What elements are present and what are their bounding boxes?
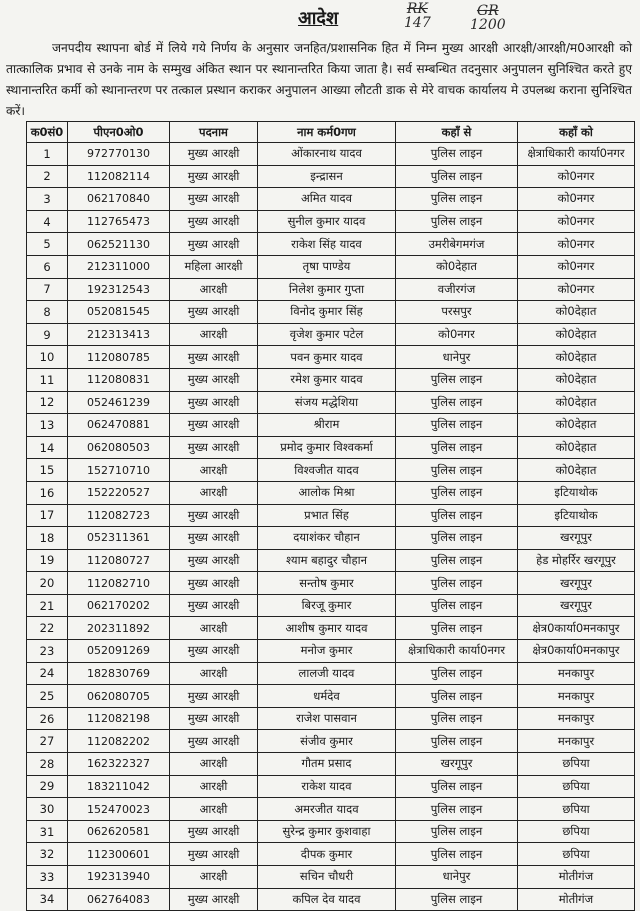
table-row (27, 188, 635, 211)
from-cell: पुलिस लाइन (396, 210, 518, 233)
from-cell: पुलिस लाइन (396, 820, 518, 843)
name-cell: लालजी यादव (258, 662, 396, 685)
designation-cell: मुख्य आरक्षी (170, 549, 258, 572)
name-cell: संजय मद्धेशिया (258, 391, 396, 414)
pno-cell: 112080831 (68, 368, 170, 391)
col-pno: पीएन0ओ0 (68, 122, 170, 143)
serial-cell: 14 (27, 436, 68, 459)
designation-cell: आरक्षी (170, 775, 258, 798)
to-cell: को0देहात (518, 414, 635, 437)
table-row (27, 143, 635, 166)
table-body (27, 143, 635, 911)
table-row (27, 820, 635, 843)
table-row (27, 572, 635, 595)
serial-cell: 15 (27, 459, 68, 482)
designation-cell: मुख्य आरक्षी (170, 165, 258, 188)
serial-cell: 33 (27, 866, 68, 889)
pno-cell: 192313940 (68, 866, 170, 889)
designation-cell: आरक्षी (170, 753, 258, 776)
to-cell: हेड मोहर्रिर खरगूपुर (518, 549, 635, 572)
table-row (27, 753, 635, 776)
col-name: नाम कर्म0गण (258, 122, 396, 143)
from-cell: खरगूपुर (396, 753, 518, 776)
pno-cell: 112765473 (68, 210, 170, 233)
table-row (27, 255, 635, 278)
table-row (27, 888, 635, 911)
table-row (27, 775, 635, 798)
pno-cell: 112082198 (68, 707, 170, 730)
from-cell: पुलिस लाइन (396, 165, 518, 188)
from-cell: क्षेत्राधिकारी कार्या0नगर (396, 640, 518, 663)
designation-cell: महिला आरक्षी (170, 255, 258, 278)
handwritten-number: 147 (404, 15, 431, 31)
serial-cell: 19 (27, 549, 68, 572)
serial-cell: 7 (27, 278, 68, 301)
table-row (27, 866, 635, 889)
designation-cell: मुख्य आरक्षी (170, 504, 258, 527)
name-cell: मनोज कुमार (258, 640, 396, 663)
name-cell: सुनील कुमार यादव (258, 210, 396, 233)
table-row (27, 707, 635, 730)
name-cell: बिरजू कुमार (258, 594, 396, 617)
from-cell: पुलिस लाइन (396, 459, 518, 482)
designation-cell: मुख्य आरक्षी (170, 188, 258, 211)
name-cell: राकेश सिंह यादव (258, 233, 396, 256)
serial-cell: 31 (27, 820, 68, 843)
serial-cell: 28 (27, 753, 68, 776)
serial-cell: 30 (27, 798, 68, 821)
table-row (27, 549, 635, 572)
pno-cell: 052091269 (68, 640, 170, 663)
from-cell: को0देहात (396, 255, 518, 278)
designation-cell: आरक्षी (170, 617, 258, 640)
pno-cell: 152470023 (68, 798, 170, 821)
pno-cell: 112080785 (68, 346, 170, 369)
designation-cell: मुख्य आरक्षी (170, 527, 258, 550)
pno-cell: 212311000 (68, 255, 170, 278)
name-cell: निलेश कुमार गुप्ता (258, 278, 396, 301)
name-cell: वृजेश कुमार पटेल (258, 323, 396, 346)
name-cell: राजेश पासवान (258, 707, 396, 730)
name-cell: श्याम बहादुर चौहान (258, 549, 396, 572)
pno-cell: 112082710 (68, 572, 170, 595)
table-row (27, 685, 635, 708)
name-cell: कपिल देव यादव (258, 888, 396, 911)
pno-cell: 152710710 (68, 459, 170, 482)
pno-cell: 192312543 (68, 278, 170, 301)
serial-cell: 29 (27, 775, 68, 798)
to-cell: को0देहात (518, 301, 635, 324)
serial-cell: 4 (27, 210, 68, 233)
from-cell: पुलिस लाइन (396, 549, 518, 572)
designation-cell: मुख्य आरक्षी (170, 391, 258, 414)
table-row (27, 414, 635, 437)
from-cell: धानेपुर (396, 346, 518, 369)
name-cell: संजीव कुमार (258, 730, 396, 753)
pno-cell: 112082202 (68, 730, 170, 753)
designation-cell: मुख्य आरक्षी (170, 888, 258, 911)
to-cell: छपिया (518, 798, 635, 821)
pno-cell: 112300601 (68, 843, 170, 866)
from-cell: उमरीबेगमगंज (396, 233, 518, 256)
table-row (27, 481, 635, 504)
table-row (27, 233, 635, 256)
name-cell: सुरेन्द्र कुमार कुशवाहा (258, 820, 396, 843)
designation-cell: आरक्षी (170, 323, 258, 346)
designation-cell: मुख्य आरक्षी (170, 594, 258, 617)
serial-cell: 12 (27, 391, 68, 414)
table-row (27, 391, 635, 414)
name-cell: रमेश कुमार यादव (258, 368, 396, 391)
designation-cell: मुख्य आरक्षी (170, 820, 258, 843)
transfer-table (26, 121, 635, 911)
from-cell: पुलिस लाइन (396, 707, 518, 730)
to-cell: क्षेत्र0कार्या0मनकापुर (518, 617, 635, 640)
name-cell: गौतम प्रसाद (258, 753, 396, 776)
designation-cell: मुख्य आरक्षी (170, 843, 258, 866)
designation-cell: आरक्षी (170, 459, 258, 482)
pno-cell: 183211042 (68, 775, 170, 798)
to-cell: क्षेत्र0कार्या0मनकापुर (518, 640, 635, 663)
order-paragraph: जनपदीय स्थापना बोर्ड में लिये गये निर्णय के अनुसार जनहित/प्रशासनिक हित में निम्न मुख्य आरक्षी आरक्षी/आरक्षी/म0आरक्षी को तात्कालिक प्रभाव से उनके नाम के सम्मुख अंकित स्थान पर स्थानान्तरित किया जाता है। सर्व सम्बन्धित तदनुसार अनुपालन सुनिश्चित करते हुए स्थानान्तरित कर्मी को स्थानान्तरण पर तत्काल प्रस्थान कराकर अनुपालन आख्या लौटती डाक से मेरे वाचक कार्यालय मे उपलब्ध कराना सुनिश्चित करें। (6, 41, 632, 118)
from-cell: पुलिस लाइन (396, 414, 518, 437)
name-cell: राकेश यादव (258, 775, 396, 798)
serial-cell: 10 (27, 346, 68, 369)
from-cell: पुलिस लाइन (396, 798, 518, 821)
table-row (27, 368, 635, 391)
designation-cell: मुख्य आरक्षी (170, 346, 258, 369)
designation-cell: मुख्य आरक्षी (170, 707, 258, 730)
table-row (27, 662, 635, 685)
pno-cell: 152220527 (68, 481, 170, 504)
table-row (27, 210, 635, 233)
pno-cell: 162322327 (68, 753, 170, 776)
to-cell: मनकापुर (518, 685, 635, 708)
table-row (27, 843, 635, 866)
serial-cell: 6 (27, 255, 68, 278)
serial-cell: 24 (27, 662, 68, 685)
pno-cell: 112082723 (68, 504, 170, 527)
table-row (27, 640, 635, 663)
order-title: आदेश (298, 8, 339, 29)
to-cell: को0देहात (518, 436, 635, 459)
from-cell: पुलिस लाइन (396, 391, 518, 414)
serial-cell: 1 (27, 143, 68, 166)
handwritten-note-left (404, 2, 431, 30)
from-cell: पुलिस लाइन (396, 504, 518, 527)
name-cell: विनोद कुमार सिंह (258, 301, 396, 324)
to-cell: खरगूपुर (518, 572, 635, 595)
pno-cell: 062521130 (68, 233, 170, 256)
from-cell: पुलिस लाइन (396, 436, 518, 459)
from-cell: धानेपुर (396, 866, 518, 889)
designation-cell: मुख्य आरक्षी (170, 730, 258, 753)
serial-cell: 32 (27, 843, 68, 866)
pno-cell: 062170202 (68, 594, 170, 617)
to-cell: इटियाथोक (518, 481, 635, 504)
serial-cell: 21 (27, 594, 68, 617)
name-cell: सचिन चौधरी (258, 866, 396, 889)
table-row (27, 527, 635, 550)
to-cell: को0नगर (518, 255, 635, 278)
to-cell: को0नगर (518, 188, 635, 211)
to-cell: को0नगर (518, 210, 635, 233)
name-cell: सन्तोष कुमार (258, 572, 396, 595)
from-cell: पुलिस लाइन (396, 730, 518, 753)
handwritten-initials: RK (406, 1, 428, 17)
serial-cell: 26 (27, 707, 68, 730)
serial-cell: 25 (27, 685, 68, 708)
table-row (27, 301, 635, 324)
to-cell: मनकापुर (518, 730, 635, 753)
designation-cell: मुख्य आरक्षी (170, 414, 258, 437)
to-cell: को0देहात (518, 346, 635, 369)
to-cell: को0देहात (518, 459, 635, 482)
name-cell: ओंकारनाथ यादव (258, 143, 396, 166)
serial-cell: 34 (27, 888, 68, 911)
name-cell: पवन कुमार यादव (258, 346, 396, 369)
from-cell: पुलिस लाइन (396, 594, 518, 617)
serial-cell: 2 (27, 165, 68, 188)
pno-cell: 062620581 (68, 820, 170, 843)
pno-cell: 052461239 (68, 391, 170, 414)
from-cell: पुलिस लाइन (396, 143, 518, 166)
to-cell: को0देहात (518, 391, 635, 414)
from-cell: परसपुर (396, 301, 518, 324)
serial-cell: 8 (27, 301, 68, 324)
name-cell: दीपक कुमार (258, 843, 396, 866)
designation-cell: मुख्य आरक्षी (170, 210, 258, 233)
name-cell: इन्द्रासन (258, 165, 396, 188)
pno-cell: 202311892 (68, 617, 170, 640)
handwritten-note-right (470, 4, 506, 32)
table-row (27, 436, 635, 459)
from-cell: पुलिस लाइन (396, 685, 518, 708)
pno-cell: 972770130 (68, 143, 170, 166)
pno-cell: 062764083 (68, 888, 170, 911)
to-cell: छपिया (518, 820, 635, 843)
serial-cell: 17 (27, 504, 68, 527)
designation-cell: मुख्य आरक्षी (170, 301, 258, 324)
col-to: कहाँ को (518, 122, 635, 143)
designation-cell: आरक्षी (170, 866, 258, 889)
designation-cell: मुख्य आरक्षी (170, 685, 258, 708)
table-row (27, 459, 635, 482)
to-cell: क्षेत्राधिकारी कार्या0नगर (518, 143, 635, 166)
table-row (27, 617, 635, 640)
serial-cell: 18 (27, 527, 68, 550)
table-row (27, 323, 635, 346)
name-cell: दयाशंकर चौहान (258, 527, 396, 550)
designation-cell: मुख्य आरक्षी (170, 233, 258, 256)
serial-cell: 5 (27, 233, 68, 256)
from-cell: वजीरगंज (396, 278, 518, 301)
designation-cell: मुख्य आरक्षी (170, 640, 258, 663)
name-cell: तृषा पाण्डेय (258, 255, 396, 278)
table-row (27, 504, 635, 527)
serial-cell: 22 (27, 617, 68, 640)
pno-cell: 112082114 (68, 165, 170, 188)
designation-cell: मुख्य आरक्षी (170, 436, 258, 459)
to-cell: को0देहात (518, 368, 635, 391)
pno-cell: 212313413 (68, 323, 170, 346)
table-row (27, 730, 635, 753)
name-cell: धर्मदेव (258, 685, 396, 708)
name-cell: अमित यादव (258, 188, 396, 211)
to-cell: मनकापुर (518, 662, 635, 685)
from-cell: पुलिस लाइन (396, 617, 518, 640)
table-header-row (27, 122, 635, 143)
serial-cell: 13 (27, 414, 68, 437)
serial-cell: 9 (27, 323, 68, 346)
table-row (27, 278, 635, 301)
to-cell: छपिया (518, 775, 635, 798)
from-cell: पुलिस लाइन (396, 368, 518, 391)
col-serial: क0सं0 (27, 122, 68, 143)
col-from: कहाँ से (396, 122, 518, 143)
designation-cell: आरक्षी (170, 278, 258, 301)
pno-cell: 062080705 (68, 685, 170, 708)
name-cell: आशीष कुमार यादव (258, 617, 396, 640)
to-cell: को0देहात (518, 323, 635, 346)
pno-cell: 052081545 (68, 301, 170, 324)
pno-cell: 052311361 (68, 527, 170, 550)
to-cell: को0नगर (518, 278, 635, 301)
to-cell: खरगूपुर (518, 594, 635, 617)
pno-cell: 062170840 (68, 188, 170, 211)
table-row (27, 594, 635, 617)
to-cell: छपिया (518, 843, 635, 866)
from-cell: पुलिस लाइन (396, 662, 518, 685)
designation-cell: मुख्य आरक्षी (170, 572, 258, 595)
handwritten-initials: GR (476, 3, 499, 19)
serial-cell: 3 (27, 188, 68, 211)
name-cell: आलोक मिश्रा (258, 481, 396, 504)
designation-cell: आरक्षी (170, 798, 258, 821)
col-designation: पदनाम (170, 122, 258, 143)
pno-cell: 062470881 (68, 414, 170, 437)
to-cell: को0नगर (518, 165, 635, 188)
serial-cell: 11 (27, 368, 68, 391)
from-cell: पुलिस लाइन (396, 843, 518, 866)
table-row (27, 165, 635, 188)
name-cell: विश्वजीत यादव (258, 459, 396, 482)
designation-cell: मुख्य आरक्षी (170, 143, 258, 166)
from-cell: पुलिस लाइन (396, 572, 518, 595)
to-cell: छपिया (518, 753, 635, 776)
serial-cell: 20 (27, 572, 68, 595)
pno-cell: 062080503 (68, 436, 170, 459)
designation-cell: आरक्षी (170, 481, 258, 504)
serial-cell: 27 (27, 730, 68, 753)
from-cell: पुलिस लाइन (396, 888, 518, 911)
name-cell: अमरजीत यादव (258, 798, 396, 821)
serial-cell: 23 (27, 640, 68, 663)
to-cell: मोतीगंज (518, 888, 635, 911)
from-cell: पुलिस लाइन (396, 481, 518, 504)
to-cell: मोतीगंज (518, 866, 635, 889)
handwritten-number: 1200 (470, 17, 506, 33)
from-cell: पुलिस लाइन (396, 188, 518, 211)
pno-cell: 112080727 (68, 549, 170, 572)
designation-cell: मुख्य आरक्षी (170, 368, 258, 391)
to-cell: इटियाथोक (518, 504, 635, 527)
designation-cell: आरक्षी (170, 662, 258, 685)
to-cell: खरगूपुर (518, 527, 635, 550)
from-cell: पुलिस लाइन (396, 775, 518, 798)
from-cell: को0नगर (396, 323, 518, 346)
name-cell: प्रभात सिंह (258, 504, 396, 527)
table-row (27, 798, 635, 821)
table-row (27, 346, 635, 369)
pno-cell: 182830769 (68, 662, 170, 685)
from-cell: पुलिस लाइन (396, 527, 518, 550)
serial-cell: 16 (27, 481, 68, 504)
name-cell: प्रमोद कुमार विश्वकर्मा (258, 436, 396, 459)
name-cell: श्रीराम (258, 414, 396, 437)
to-cell: मनकापुर (518, 707, 635, 730)
to-cell: को0नगर (518, 233, 635, 256)
